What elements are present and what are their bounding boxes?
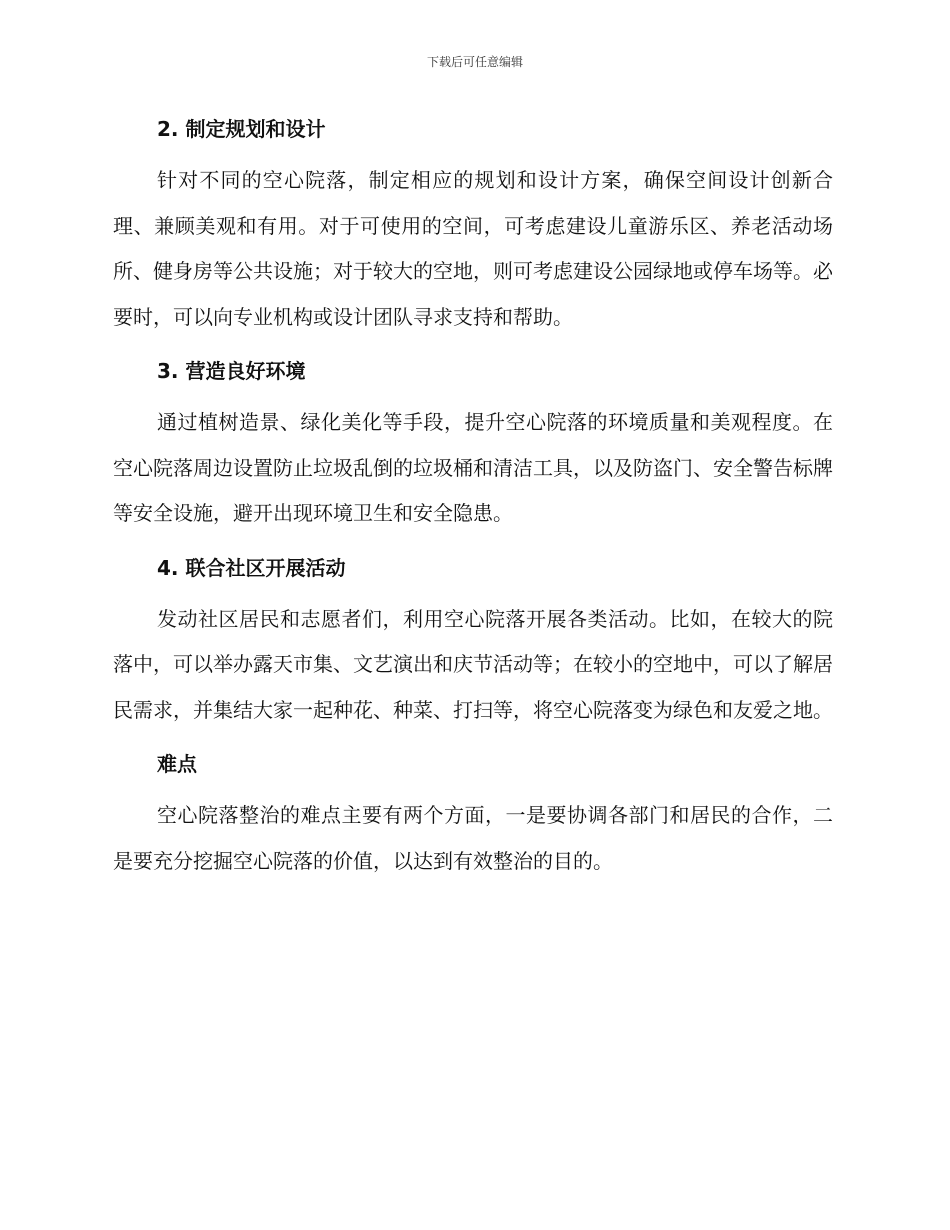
section-paragraph-environment: 通过植树造景、绿化美化等手段，提升空心院落的环境质量和美观程度。在空心院落周边设置防止垃圾乱倒的垃圾桶和清洁工具，以及防盗门、安全警告标牌等安全设施，避开出现环境卫生和安全隐患。 [113, 410, 833, 525]
section-heading-community: 4. 联合社区开展活动 [157, 555, 346, 580]
section-paragraph-community: 发动社区居民和志愿者们，利用空心院落开展各类活动。比如，在较大的院落中，可以举办露天市集、文艺演出和庆节活动等；在较小的空地中，可以了解居民需求，并集结大家一起种花、种菜、打扫等，将空心院落变为绿色和友爱之地。 [113, 606, 833, 722]
section-heading-difficulties: 难点 [157, 752, 197, 776]
section-paragraph-difficulties: 空心院落整治的难点主要有两个方面，一是要协调各部门和居民的合作，二是要充分挖掘空心院落的价值，以达到有效整治的目的。 [113, 803, 833, 873]
document-body [113, 112, 833, 898]
section-heading-planning: 2. 制定规划和设计 [157, 117, 326, 141]
page-header: 下载后可任意编辑 [426, 55, 523, 69]
section-paragraph-planning: 针对不同的空心院落，制定相应的规划和设计方案，确保空间设计创新合理、兼顾美观和有用。对于可使用的空间，可考虑建设儿童游乐区、养老活动场所、健身房等公共设施；对于较大的空地，则可考虑建设公园绿地或停车场等。必要时，可以向专业机构或设计团队寻求支持和帮助。 [113, 168, 833, 329]
section-heading-environment: 3. 营造良好环境 [157, 359, 306, 383]
